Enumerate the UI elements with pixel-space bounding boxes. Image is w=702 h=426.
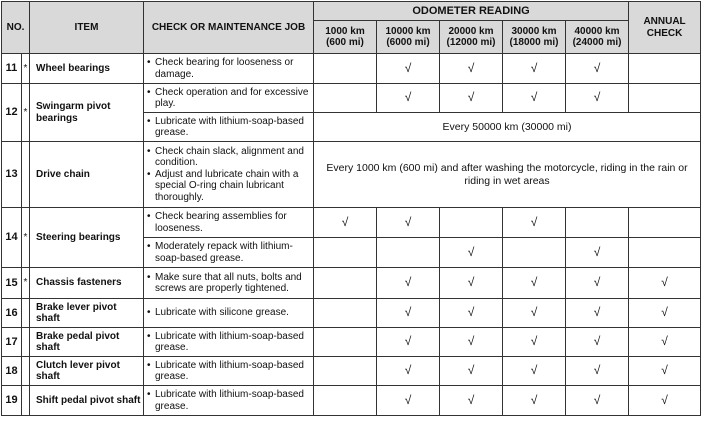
- item-name: Clutch lever pivot shaft: [30, 357, 144, 386]
- check-mark: √: [566, 357, 629, 386]
- item-name: Drive chain: [30, 142, 144, 208]
- maintenance-job: • Make sure that all nuts, bolts and screws are properly tightened.: [144, 268, 314, 299]
- table-row: [2, 386, 701, 416]
- row-number: 12: [2, 84, 22, 142]
- check-mark: √: [440, 54, 503, 84]
- maintenance-job: • Check chain slack, alignment and condition. • Adjust and lubricate chain with a special O-ring chain lubricant thoroughly.: [144, 142, 314, 208]
- item-name: Brake pedal pivot shaft: [30, 328, 144, 357]
- header-reading: 1000 km (600 mi): [314, 21, 377, 54]
- item-name: Shift pedal pivot shaft: [30, 386, 144, 416]
- star-mark: *: [22, 54, 30, 84]
- check-mark: √: [377, 386, 440, 416]
- header-no: NO.: [2, 2, 30, 54]
- check-mark: √: [566, 328, 629, 357]
- check-mark: √: [503, 54, 566, 84]
- row-number: 19: [2, 386, 22, 416]
- check-mark: √: [440, 357, 503, 386]
- header-reading: 30000 km (18000 mi): [503, 21, 566, 54]
- check-mark: √: [566, 54, 629, 84]
- table-row: [2, 142, 701, 208]
- maintenance-job: • Lubricate with silicone grease.: [144, 299, 314, 328]
- check-mark: √: [503, 299, 566, 328]
- check-mark: √: [377, 299, 440, 328]
- item-name: Brake lever pivot shaft: [30, 299, 144, 328]
- header-item: ITEM: [30, 2, 144, 54]
- check-mark: √: [440, 299, 503, 328]
- check-mark: √: [314, 208, 377, 238]
- header-row: [2, 2, 701, 21]
- row-number: 16: [2, 299, 22, 328]
- check-mark: √: [440, 328, 503, 357]
- table-row: [2, 268, 701, 299]
- check-mark: √: [503, 386, 566, 416]
- item-name: Wheel bearings: [30, 54, 144, 84]
- item-name: Chassis fasteners: [30, 268, 144, 299]
- check-mark: √: [440, 386, 503, 416]
- check-mark: √: [503, 84, 566, 113]
- check-mark: √: [629, 328, 701, 357]
- check-mark: √: [629, 357, 701, 386]
- check-mark: √: [566, 268, 629, 299]
- row-number: 17: [2, 328, 22, 357]
- check-mark: √: [377, 84, 440, 113]
- check-mark: √: [503, 357, 566, 386]
- check-mark: √: [440, 268, 503, 299]
- star-mark: *: [22, 84, 30, 142]
- check-mark: √: [629, 268, 701, 299]
- header-job: CHECK OR MAINTENANCE JOB: [144, 2, 314, 54]
- check-mark: √: [629, 386, 701, 416]
- maintenance-job: • Lubricate with lithium-soap-based grease.: [144, 113, 314, 142]
- interval-text: Every 50000 km (30000 mi): [314, 113, 701, 142]
- check-mark: √: [566, 238, 629, 268]
- check-mark: √: [377, 268, 440, 299]
- check-mark: √: [629, 299, 701, 328]
- maintenance-job: • Check bearing assemblies for looseness.: [144, 208, 314, 238]
- check-mark: √: [566, 386, 629, 416]
- maintenance-job: • Lubricate with lithium-soap-based grease.: [144, 328, 314, 357]
- header-reading: 20000 km (12000 mi): [440, 21, 503, 54]
- maintenance-job: • Lubricate with lithium-soap-based grease.: [144, 386, 314, 416]
- header-reading: 10000 km (6000 mi): [377, 21, 440, 54]
- table-row: [2, 299, 701, 328]
- table-row: [2, 54, 701, 84]
- table-row: [2, 84, 701, 113]
- maintenance-job: • Lubricate with lithium-soap-based grease.: [144, 357, 314, 386]
- row-number: 18: [2, 357, 22, 386]
- row-number: 15: [2, 268, 22, 299]
- star-mark: *: [22, 208, 30, 268]
- check-mark: √: [377, 54, 440, 84]
- check-mark: √: [503, 268, 566, 299]
- interval-text: Every 1000 km (600 mi) and after washing the motorcycle, riding in the rain or riding in wet areas: [314, 142, 701, 208]
- check-mark: √: [440, 84, 503, 113]
- check-mark: √: [377, 208, 440, 238]
- maintenance-job: • Check bearing for looseness or damage.: [144, 54, 314, 84]
- item-name: Steering bearings: [30, 208, 144, 268]
- check-mark: √: [566, 299, 629, 328]
- row-number: 14: [2, 208, 22, 268]
- check-mark: √: [503, 328, 566, 357]
- item-name: Swingarm pivot bearings: [30, 84, 144, 142]
- check-mark: √: [440, 238, 503, 268]
- check-mark: √: [377, 357, 440, 386]
- check-mark: √: [566, 84, 629, 113]
- check-mark: √: [503, 208, 566, 238]
- table-row: [2, 208, 701, 238]
- check-mark: √: [377, 328, 440, 357]
- table-row: [2, 328, 701, 357]
- row-number: 13: [2, 142, 22, 208]
- row-number: 11: [2, 54, 22, 84]
- maintenance-job: • Moderately repack with lithium-soap-based grease.: [144, 238, 314, 268]
- maintenance-table: [1, 1, 701, 416]
- header-odometer: ODOMETER READING: [314, 2, 629, 21]
- maintenance-job: • Check operation and for excessive play.: [144, 84, 314, 113]
- table-row: [2, 357, 701, 386]
- header-reading: 40000 km (24000 mi): [566, 21, 629, 54]
- header-annual: ANNUAL CHECK: [629, 2, 701, 54]
- star-mark: *: [22, 268, 30, 299]
